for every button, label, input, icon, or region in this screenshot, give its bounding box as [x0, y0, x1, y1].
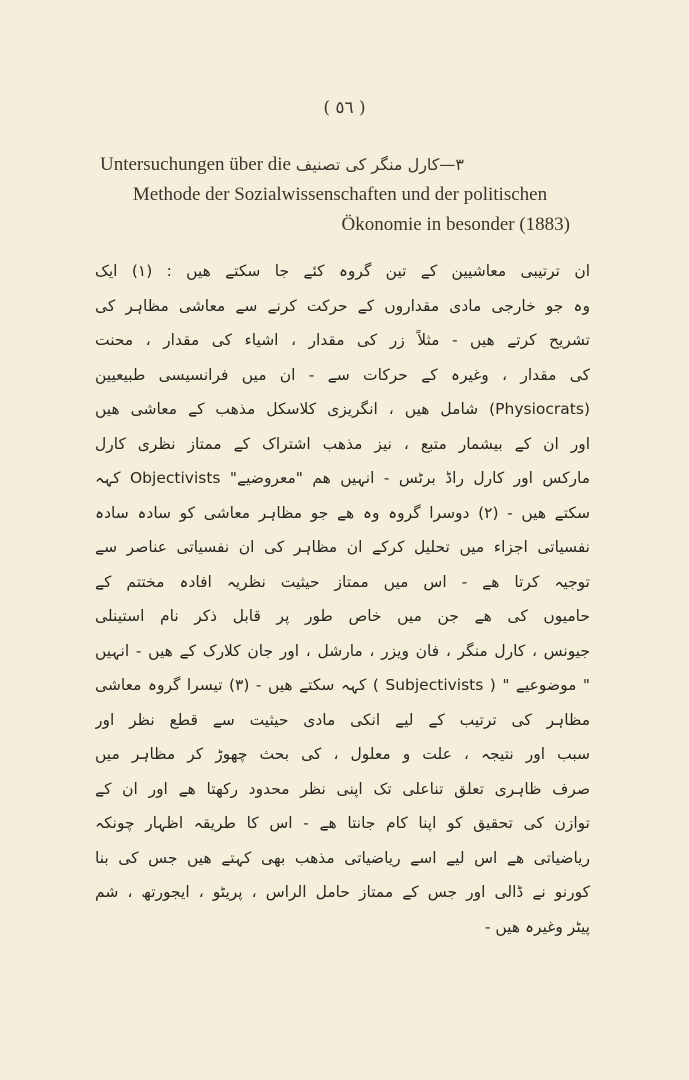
body-line: صرف ظاہری تعلق تناعلی تک اپنی نظر محدود رکھتا ھے اور ان کے	[95, 779, 590, 798]
body-line: ان ترتیبی معاشیین کے تین گروہ کئے جا سکتے ھیں : (۱) ایک	[95, 262, 590, 280]
body-line: سبب اور نتیجہ ، علت و معلول ، کی بحث چھوڑ کر مظاہر میں	[95, 745, 590, 763]
body-line: اور ان کے بیشمار متبع ، نیز مذھب اشتراک کے ممتاز نظری کارل	[95, 434, 590, 453]
body-line: (Physiocrats) شامل ھیں ، انگریزی کلاسکل مذھب کے معاشی ھیں	[95, 400, 590, 418]
body-line: تشریح کرتے ھیں - مثلاً زر کی مقدار ، اشیاء کی مقدار ، محنت	[95, 331, 590, 349]
body-line: سکتے ھیں - (۲) دوسرا گروہ وہ ھے جو مظاہر معاشی کو سادہ سادہ	[95, 503, 590, 522]
body-line: " موضوعیے " ( Subjectivists ) کہہ سکتے ھیں - (۳) تیسرا گروہ معاشی	[95, 676, 590, 694]
body-line: مظاہر کی ترتیب کے لیے انکی مادی حیثیت سے قطع نظر اور	[95, 710, 590, 729]
heading-line-3: Ökonomie in besonder (1883)	[341, 214, 570, 235]
body-paragraph	[95, 254, 590, 944]
reference-heading	[100, 150, 580, 240]
heading-german-1: Untersuchungen über die	[100, 154, 291, 175]
body-line: کورنو نے ڈالی اور جس کے ممتاز حامل الراس ، پریٹو ، ایجورتھ ، شم	[95, 883, 590, 901]
body-line: نفسیاتی اجزاء میں تحلیل کرکے ان مظاہر کی ان نفسیاتی عناصر سے	[95, 538, 590, 556]
body-line: وہ جو خارجی مادی مقداروں کے حرکت کرنے سے معاشی مظاہر کی	[95, 296, 590, 315]
body-line: ریاضیاتی ھے اس لیے اسے ریاضیاتی مذھب بھی کہتے ھیں جس کی بنا	[95, 848, 590, 867]
body-line: حامیوں کی ھے جن میں خاص طور پر قابل ذکر نام استینلی	[95, 607, 590, 625]
heading-line-2: Methode der Sozialwissenschaften und der politischen	[132, 184, 548, 205]
page-number: ( ٥٦ )	[323, 98, 366, 118]
heading-urdu-prefix: ۳—کارل منگر کی تصنیف	[295, 155, 465, 174]
body-line: مارکس اور کارل راڈ برٹس - انہیں ھم "معروضیے" Objectivists کہہ	[95, 469, 590, 487]
body-line: کی مقدار ، وغیرہ کے حرکات سے - ان میں فرانسیسی طبیعیین	[95, 365, 590, 384]
body-line: توازن کی تحقیق کو اپنا کام جانتا ھے - اس کا طریقہ اظہار چونکہ	[95, 814, 590, 832]
heading-line-1	[100, 150, 580, 180]
body-line: پیٹر وغیرہ ھیں -	[484, 917, 590, 936]
body-line: توجیہ کرتا ھے - اس میں ممتاز حیثیت نظریہ افادہ مختتم کے	[95, 572, 590, 591]
body-line: جیونس ، کارل منگر ، فان ویزر ، مارشل ، اور جان کلارک کے ھیں - انہیں	[95, 641, 590, 660]
